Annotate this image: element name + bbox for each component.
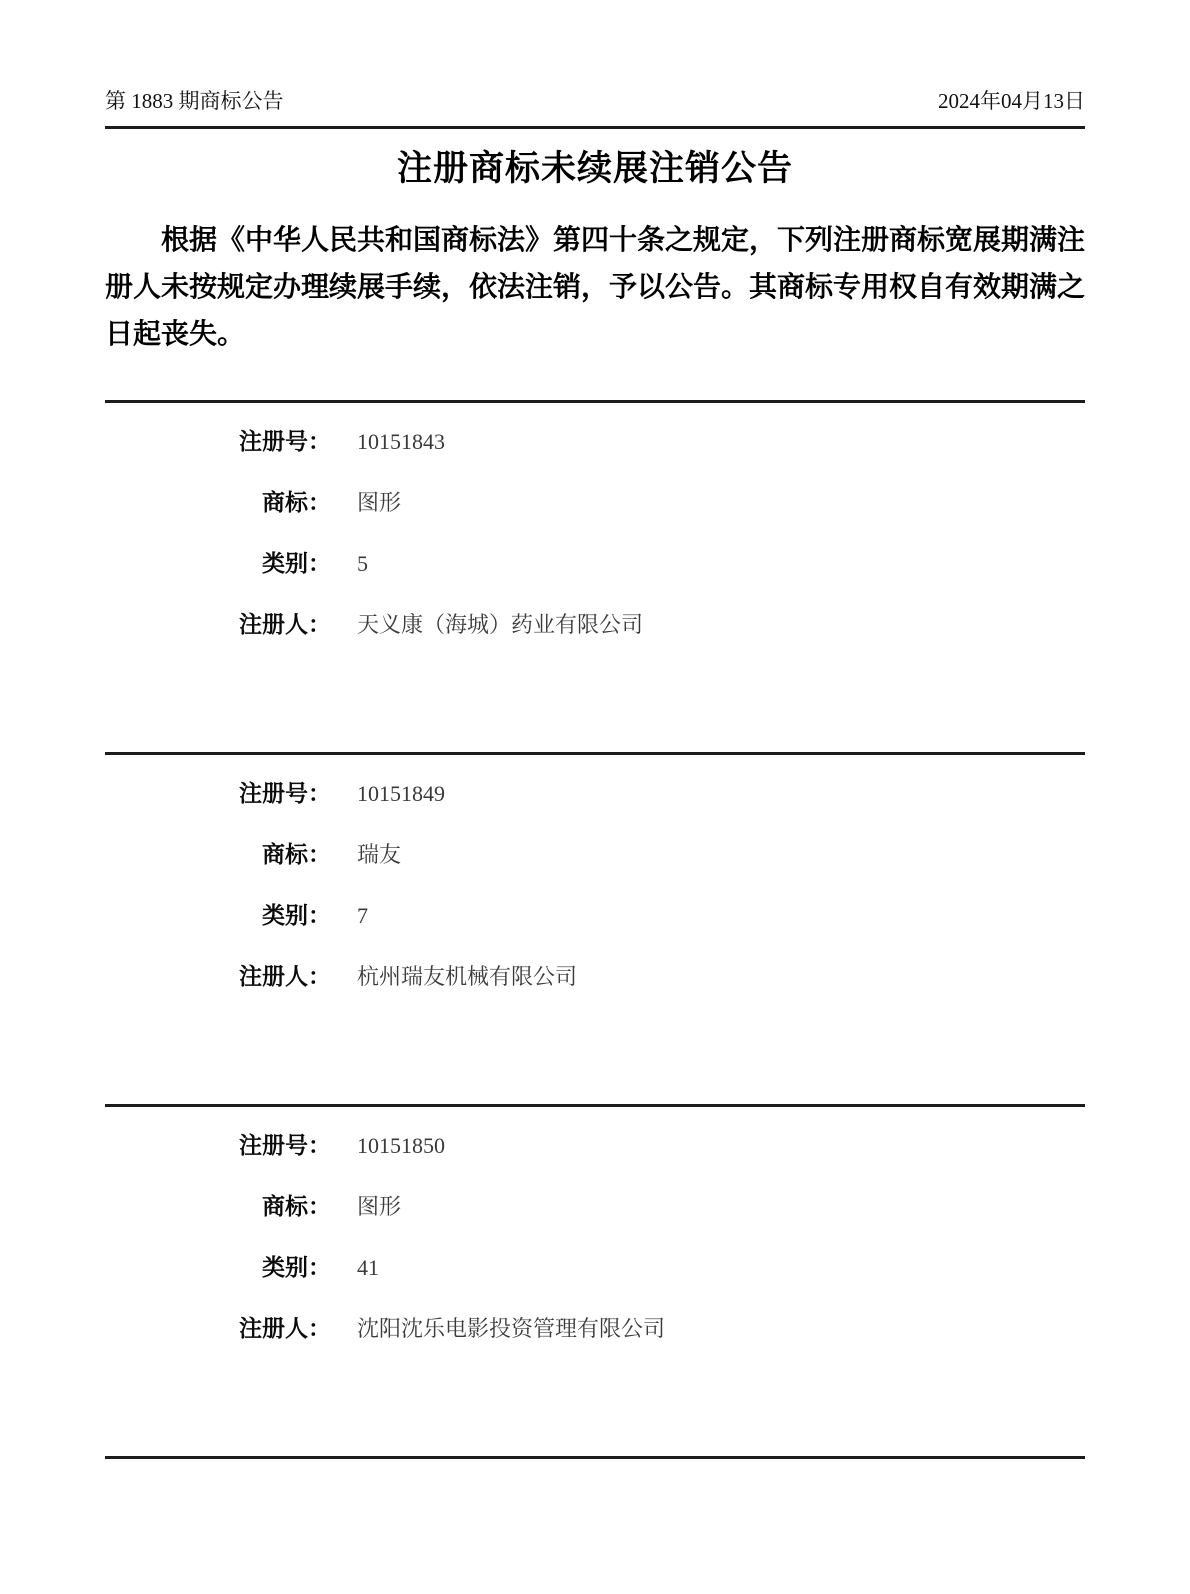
gazette-issue: 第 1883 期商标公告 xyxy=(105,89,284,113)
reg-no-row xyxy=(105,423,1085,454)
reg-no-value: 10151843 xyxy=(357,429,445,454)
document-header xyxy=(105,88,1085,114)
reg-no-label: 注册号： xyxy=(239,781,331,806)
category-label: 类别： xyxy=(262,551,331,576)
category-value: 41 xyxy=(357,1255,379,1280)
trademark-value: 瑞友 xyxy=(357,842,402,867)
header-divider xyxy=(105,126,1085,129)
reg-no-label: 注册号： xyxy=(239,1133,331,1158)
registrant-label: 注册人： xyxy=(239,612,331,637)
trademark-row xyxy=(105,484,1085,515)
category-label: 类别： xyxy=(262,903,331,928)
registrant-label: 注册人： xyxy=(239,1316,331,1341)
gazette-date: 2024年04月13日 xyxy=(938,89,1085,113)
trademark-row xyxy=(105,836,1085,867)
trademark-label: 商标： xyxy=(262,1194,331,1219)
reg-no-row xyxy=(105,775,1085,806)
registrant-row xyxy=(105,606,1085,637)
trademark-value: 图形 xyxy=(357,490,402,515)
category-row xyxy=(105,1249,1085,1280)
trademark-record-1 xyxy=(105,400,1085,752)
category-row xyxy=(105,545,1085,576)
trademark-record-3 xyxy=(105,1104,1085,1456)
reg-no-value: 10151849 xyxy=(357,781,445,806)
reg-no-label: 注册号： xyxy=(239,429,331,454)
registrant-row xyxy=(105,1310,1085,1341)
trademark-label: 商标： xyxy=(262,490,331,515)
trademark-value: 图形 xyxy=(357,1194,402,1219)
category-row xyxy=(105,897,1085,928)
reg-no-value: 10151850 xyxy=(357,1133,445,1158)
registrant-row xyxy=(105,958,1085,989)
page-title: 注册商标未续展注销公告 xyxy=(396,149,793,188)
trademark-label: 商标： xyxy=(262,842,331,867)
registrant-value: 沈阳沈乐电影投资管理有限公司 xyxy=(357,1316,666,1341)
category-label: 类别： xyxy=(262,1255,331,1280)
reg-no-row xyxy=(105,1127,1085,1158)
registrant-label: 注册人： xyxy=(239,964,331,989)
trademark-record-2 xyxy=(105,752,1085,1104)
intro-paragraph: 根据《中华人民共和国商标法》第四十条之规定，下列注册商标宽展期满注册人未按规定办理续展手续，依法注销，予以公告。其商标专用权自有效期满之日起丧失。 xyxy=(105,225,1086,350)
trademark-row xyxy=(105,1188,1085,1219)
registrant-value: 杭州瑞友机械有限公司 xyxy=(357,964,578,989)
category-value: 5 xyxy=(357,551,368,576)
records-list xyxy=(105,400,1085,1459)
category-value: 7 xyxy=(357,903,368,928)
registrant-value: 天义康（海城）药业有限公司 xyxy=(357,612,644,637)
